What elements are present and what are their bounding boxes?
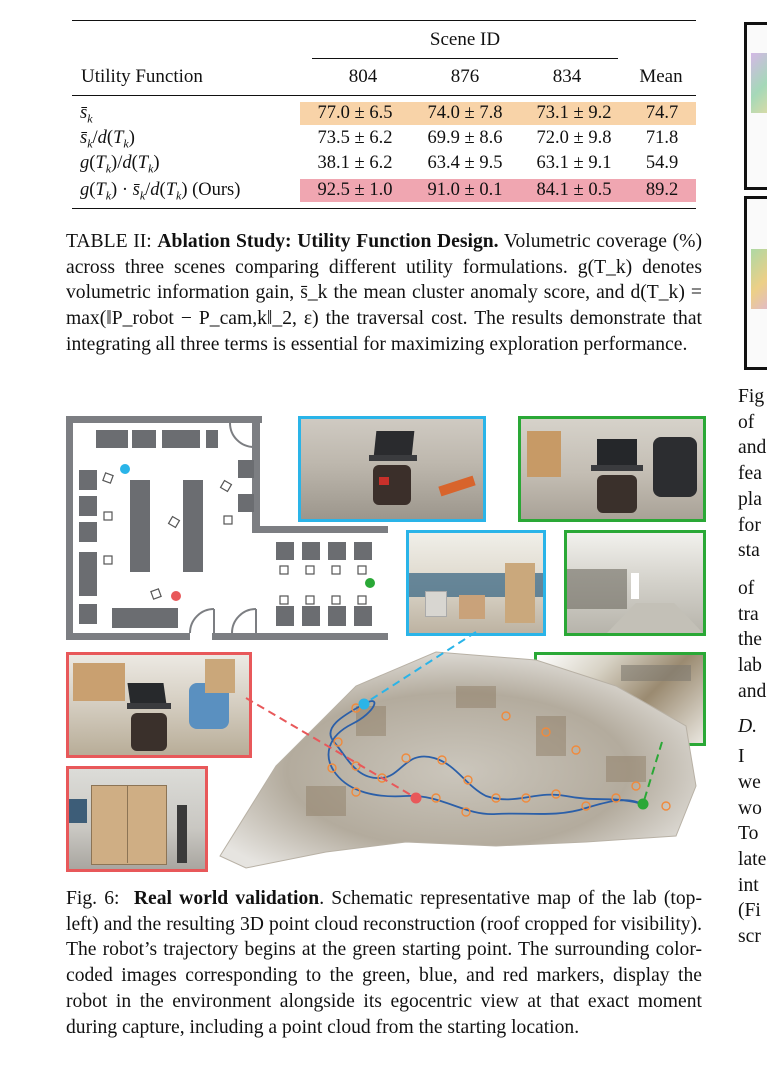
table-cell: 92.5 ± 1.0 (317, 180, 393, 200)
table-cell: 73.1 ± 9.2 (536, 103, 612, 123)
row-label-3: $g(T_k)/d(T_k)$ (80, 153, 160, 176)
right-fragment: lab (738, 655, 762, 677)
row-label-4: $g(T_k)$ · $s̄_k/d(T_k)$ (Ours) (80, 180, 241, 203)
col-header-utility: Utility Function (81, 66, 203, 87)
figure-caption-title: Real world validation (133, 888, 320, 909)
right-fragment: int (738, 874, 759, 896)
right-fragment: of (738, 577, 755, 599)
right-fragment: wo (738, 797, 762, 819)
table-cell: 63.1 ± 9.1 (536, 153, 612, 173)
right-fragment: Fig (738, 386, 765, 407)
right-fragment: To (738, 823, 759, 845)
row-label-2: $s̄_k/d(T_k)$ (80, 128, 135, 151)
table-cell: 89.2 (645, 180, 679, 200)
right-fragment: late (738, 848, 767, 870)
figure-caption-prefix: Fig. 6: (66, 888, 120, 909)
table-cell: 69.9 ± 8.6 (427, 128, 503, 148)
scene-id-header: Scene ID (429, 29, 501, 50)
right-fragment: and (738, 437, 767, 459)
right-fragment: I (738, 746, 745, 768)
right-fragment: we (738, 771, 761, 793)
col-header-834: 834 (552, 66, 582, 87)
table-cell: 84.1 ± 0.5 (536, 180, 612, 200)
table-caption-body: Volumetric coverage (%) across three scenes comparing different utility formulations. g(T_k) denotes volumetric information gain, s̄_k the mean cluster anomaly score, and d(T_k) = max(‖P_robot − P_cam,k‖_2, ε) the traversal cost. The results demonstrate that integrating all three terms is essential for maximizing exploration performance. (66, 231, 703, 355)
right-fragment: of (738, 411, 755, 433)
right-fragment: D. (738, 716, 758, 738)
table-cell: 73.5 ± 6.2 (317, 128, 393, 148)
table-cell: 91.0 ± 0.1 (427, 180, 503, 200)
row-label-1: $s̄_k$ (80, 103, 93, 126)
figure-caption-body: . Schematic representative map of the lab (top-left) and the resulting 3D point cloud reconstruction (roof cropped for visibility). The robot’s trajectory begins at the green starting point. The surrounding color-coded images corresponding to the green, blue, and red markers, display the robot in the environment alongside its egocentric view at that exact moment during capture, including a point cloud from the starting location. (66, 888, 702, 1038)
table-cell: 74.7 (645, 103, 679, 123)
table-caption-title: Ablation Study: Utility Function Design. (157, 231, 499, 252)
col-header-mean: Mean (639, 66, 683, 87)
right-fragment: (Fi (738, 900, 761, 922)
col-header-804: 804 (348, 66, 378, 87)
right-fragment: sta (738, 540, 760, 562)
table-cell: 63.4 ± 9.5 (427, 153, 503, 173)
right-fragment: the (738, 629, 762, 651)
right-fragment: for (738, 514, 761, 536)
table-cell: 38.1 ± 6.2 (317, 153, 393, 173)
table-cell: 77.0 ± 6.5 (317, 103, 393, 123)
right-fragment: fea (738, 463, 762, 485)
table-cell: 72.0 ± 9.8 (536, 128, 612, 148)
table-cell: 71.8 (645, 128, 679, 148)
right-fragment: and (738, 680, 767, 702)
table-cell: 54.9 (645, 153, 679, 173)
right-fragment: pla (738, 488, 762, 510)
right-fragment: scr (738, 926, 761, 948)
figure-caption (66, 886, 702, 1040)
table-caption-prefix: TABLE II: (66, 231, 158, 252)
col-header-876: 876 (450, 66, 480, 87)
table-cell: 74.0 ± 7.8 (427, 103, 503, 123)
right-fragment: tra (738, 603, 759, 625)
